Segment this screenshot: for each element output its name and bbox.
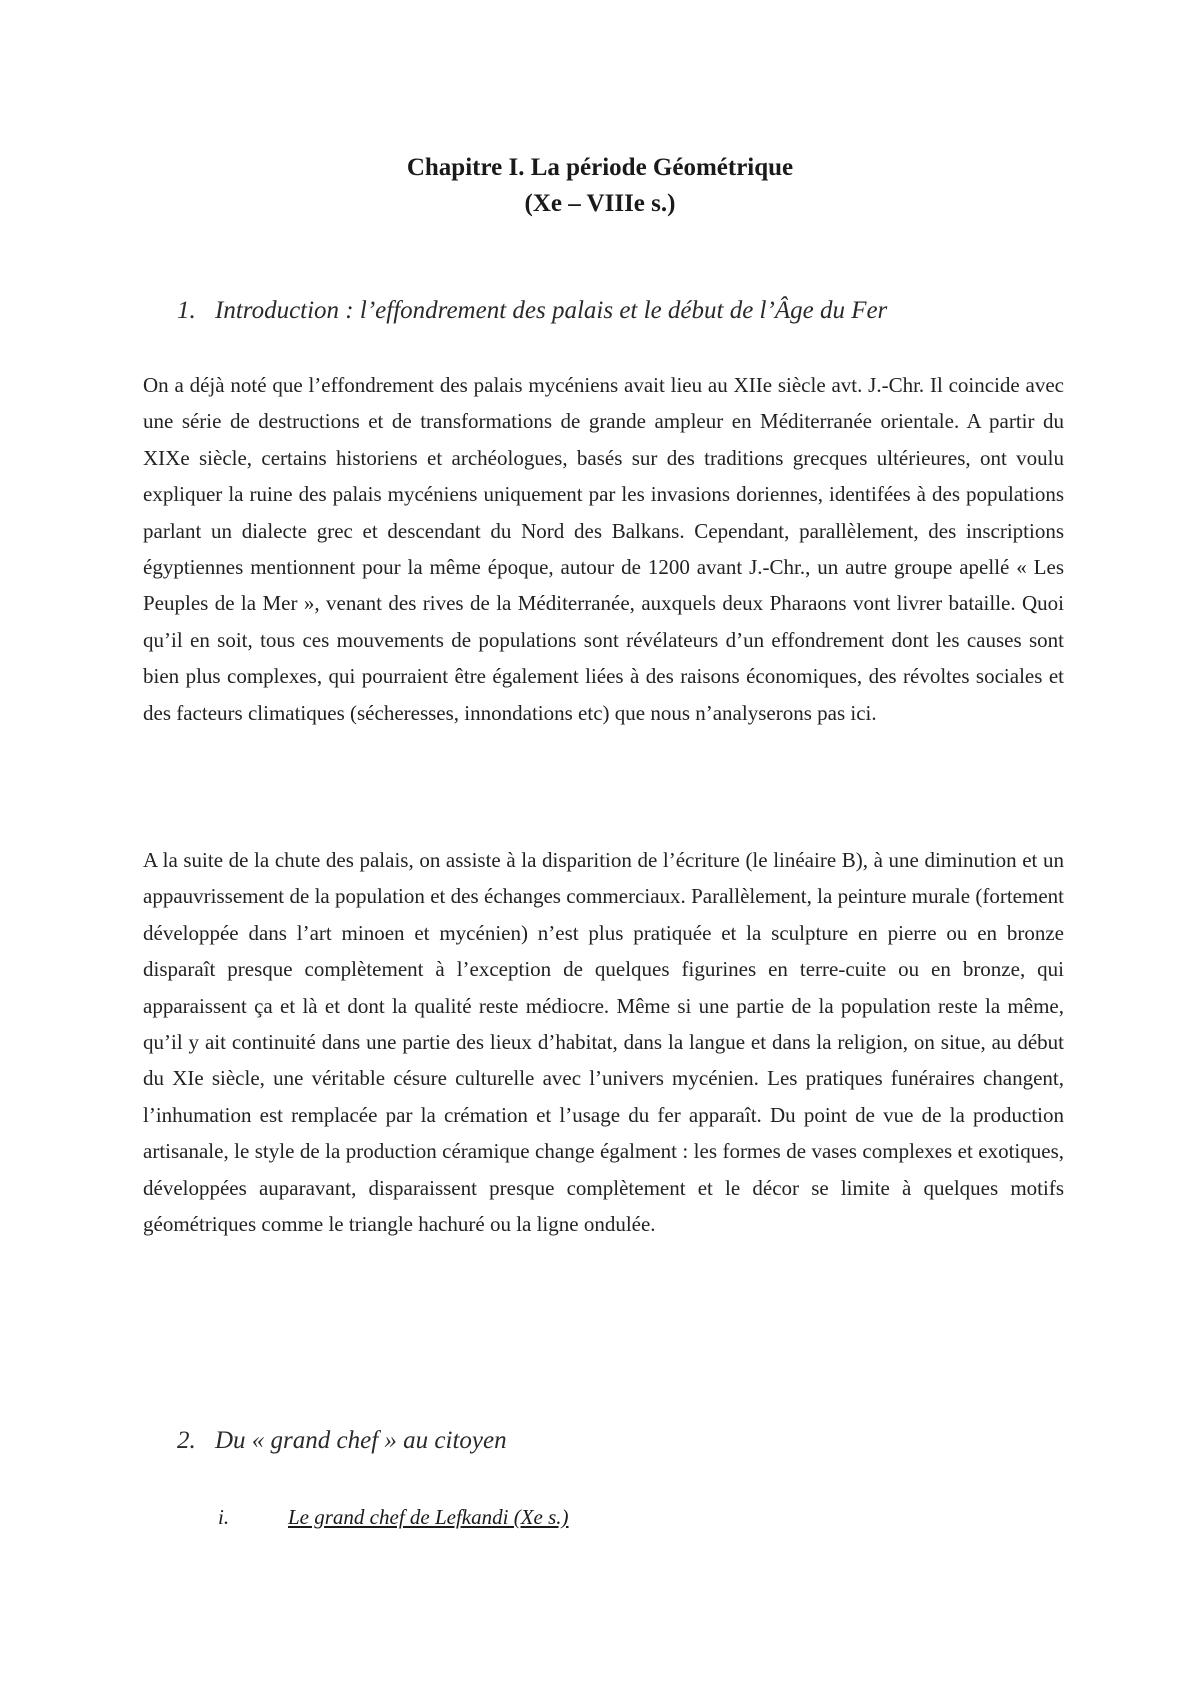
section-title: Introduction : l’effondrement des palais et le début de l’Âge du Fer	[215, 297, 888, 324]
subsection-heading	[218, 1502, 569, 1532]
chapter-dates: (Xe – VIIIe s.)	[524, 190, 676, 217]
chapter-title-block	[0, 150, 1200, 222]
section-number: 1.	[177, 297, 196, 324]
section-heading-2	[177, 1424, 507, 1458]
section-number: 2.	[177, 1427, 196, 1454]
chapter-title: Chapitre I. La période Géométrique	[406, 154, 794, 181]
subsection-title: Le grand chef de Lefkandi (Xe s.)	[288, 1505, 569, 1529]
section-title: Du « grand chef » au citoyen	[215, 1427, 507, 1454]
body-paragraph-2: A la suite de la chute des palais, on assiste à la disparition de l’écriture (le linéaire B), à une diminution et un appauvrissement de la population et des échanges commerciaux. Parallèlement, la peinture murale (fortement développée dans l’art minoen et mycénien) n’est plus pratiquée et la sculpture en pierre ou en bronze disparaît presque complètement à l’exception de quelques figurines en terre-cuite ou en bronze, qui apparaissent ça et là et dont la qualité reste médiocre. Même si une partie de la population reste la même, qu’il y ait continuité dans une partie des lieux d’habitat, dans la langue et dans la religion, on situe, au début du XIe siècle, une véritable césure culturelle avec l’univers mycénien. Les pratiques funéraires changent, l’inhumation est remplacée par la crémation et l’usage du fer apparaît. Du point de vue de la production artisanale, le style de la production céramique change égalment : les formes de vases complexes et exotiques, développées auparavant, disparaissent presque complètement et le décor se limite à quelques motifs géométriques comme le triangle hachuré ou la ligne ondulée.	[143, 848, 1064, 1237]
section-heading-1	[177, 294, 887, 328]
subsection-number: i.	[218, 1505, 230, 1529]
body-paragraph-1: On a déjà noté que l’effondrement des palais mycéniens avait lieu au XIIe siècle avt. J.-Chr. Il coincide avec une série de destructions et de transformations de grande ampleur en Méditerranée orientale. A partir du XIXe siècle, certains historiens et archéologues, basés sur des traditions grecques ultérieures, ont voulu expliquer la ruine des palais mycéniens uniquement par les invasions doriennes, identifées à des populations parlant un dialecte grec et descendant du Nord des Balkans. Cependant, parallèlement, des inscriptions égyptiennes mentionnent pour la même époque, autour de 1200 avant J.-Chr., un autre groupe apellé « Les Peuples de la Mer », venant des rives de la Méditerranée, auxquels deux Pharaons vont livrer bataille. Quoi qu’il en soit, tous ces mouvements de populations sont révélateurs d’un effondrement dont les causes sont bien plus complexes, qui pourraient être également liées à des raisons économiques, des révoltes sociales et des facteurs climatiques (sécheresses, innondations etc) que nous n’analyserons pas ici.	[143, 373, 1064, 725]
